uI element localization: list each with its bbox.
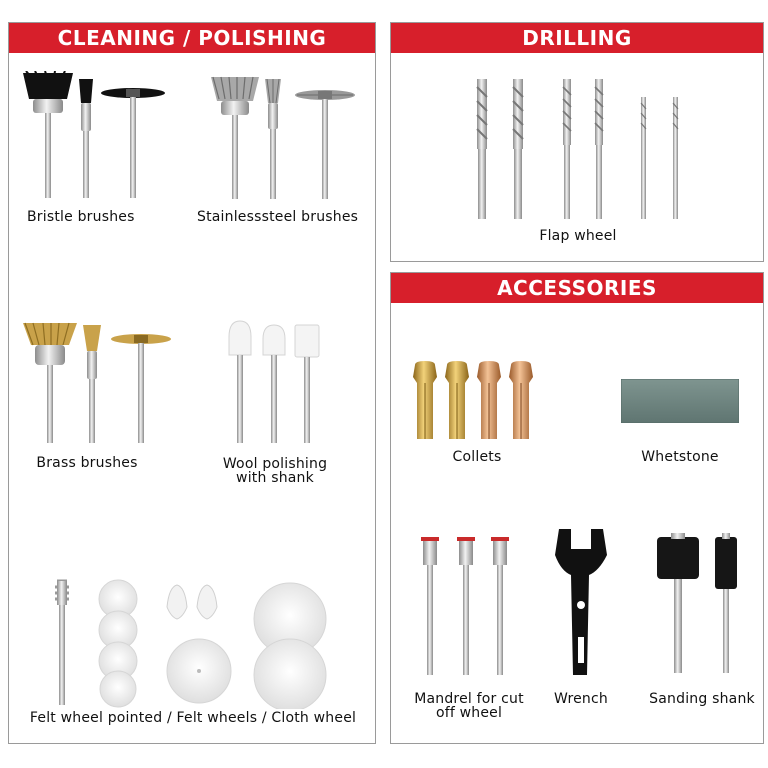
wrench-image: [549, 527, 613, 677]
drilling-panel: [390, 22, 764, 262]
cleaning-polishing-panel: [8, 22, 376, 744]
collets-image: [413, 359, 537, 441]
wool-polishing-label-line2: with shank: [236, 470, 314, 486]
bristle-brushes-image: [21, 71, 171, 201]
collets-label: Collets: [452, 449, 502, 465]
whetstone-image: [621, 379, 739, 423]
drill-bits-image: [471, 79, 691, 221]
brass-brushes-label: Brass brushes: [36, 455, 138, 471]
flap-wheel-label: Flap wheel: [539, 228, 617, 244]
cleaning-polishing-header: CLEANING / POLISHING: [9, 23, 375, 53]
wrench-label: Wrench: [554, 691, 608, 707]
mandrel-label-line2: off wheel: [435, 705, 503, 721]
wool-polishing-label-line1: Wool polishing: [222, 456, 328, 472]
brass-brushes-image: [21, 321, 171, 445]
bristle-brushes-label: Bristle brushes: [27, 209, 135, 225]
whetstone-label: Whetstone: [641, 449, 719, 465]
stainless-brushes-image: [207, 75, 357, 201]
stainless-brushes-label: Stainlesssteel brushes: [197, 209, 359, 225]
sanding-shank-label: Sanding shank: [649, 691, 755, 707]
drilling-header: DRILLING: [391, 23, 763, 53]
wool-polishing-image: [223, 319, 323, 445]
felt-wheels-label: Felt wheel pointed / Felt wheels / Cloth wheel: [29, 710, 357, 726]
accessories-header: ACCESSORIES: [391, 273, 763, 303]
felt-wheels-image: [45, 579, 335, 709]
accessories-panel: [390, 272, 764, 744]
sanding-shank-image: [655, 533, 741, 675]
mandrel-label-line1: Mandrel for cut: [414, 691, 524, 707]
mandrels-image: [419, 537, 519, 677]
